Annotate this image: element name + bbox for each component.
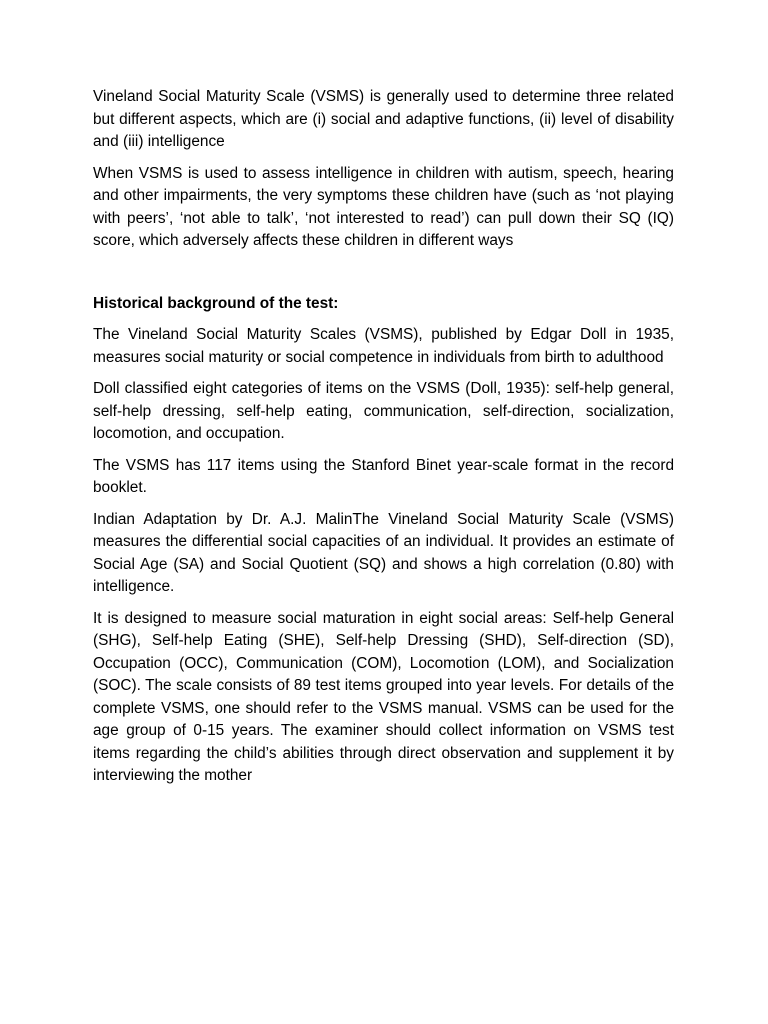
paragraph-vsms-publication: The Vineland Social Maturity Scales (VSMS), published by Edgar Doll in 1935, measures social maturity or social competence in individuals from birth to adulthood <box>93 326 674 366</box>
section-heading: Historical background of the test: <box>93 294 339 312</box>
section-spacer <box>93 262 674 293</box>
document-page <box>93 86 674 797</box>
intro-paragraph-vsms-intelligence: When VSMS is used to assess intelligence in children with autism, speech, hearing and other impairments, the very symptoms these children have (such as ‘not playing with peers’, ‘not able to talk’, ‘not interested to read’) can pull down their SQ (IQ) score, which adversely affects these children in different ways <box>93 164 674 249</box>
paragraph-doll-categories: Doll classified eight categories of items on the VSMS (Doll, 1935): self-help general, self-help dressing, self-help eating, communication, self-direction, socialization, locomotion, and occupation. <box>93 380 674 442</box>
intro-paragraph-vsms-aspects: Vineland Social Maturity Scale (VSMS) is generally used to determine three related but different aspects, which are (i) social and adaptive functions, (ii) level of disability and (iii) intelligence <box>93 88 674 150</box>
paragraph-social-areas: It is designed to measure social maturation in eight social areas: Self-help General (SHG), Self-help Eating (SHE), Self-help Dressing (SHD), Self-direction (SD), Occupation (OCC), Communication (COM), Locomotion (LOM), and Socialization (SOC). The scale consists of 89 test items grouped into year levels. For details of the complete VSMS, one should refer to the VSMS manual. VSMS can be used for the age group of 0-15 years. The examiner should collect information on VSMS test items regarding the child’s abilities through direct observation and supplement it by interviewing the mother <box>93 609 674 784</box>
paragraph-indian-adaptation: Indian Adaptation by Dr. A.J. MalinThe Vineland Social Maturity Scale (VSMS) measures the differential social capacities of an individual. It provides an estimate of Social Age (SA) and Social Quotient (SQ) and shows a high correlation (0.80) with intelligence. <box>93 510 674 595</box>
paragraph-vsms-items: The VSMS has 117 items using the Stanford Binet year-scale format in the record booklet. <box>93 456 674 496</box>
